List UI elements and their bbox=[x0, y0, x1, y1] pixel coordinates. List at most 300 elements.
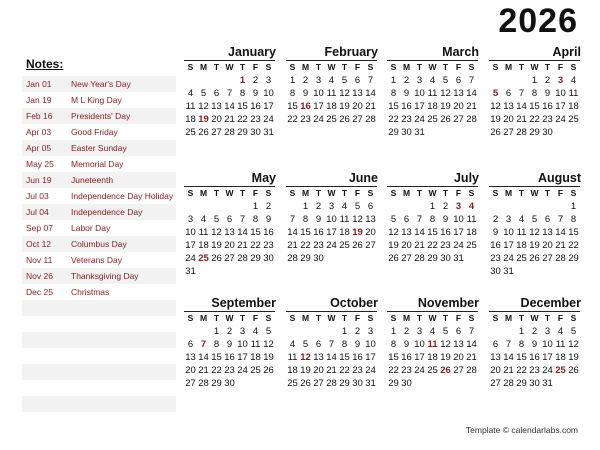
day: 6 bbox=[213, 88, 220, 99]
day: 14 bbox=[414, 227, 425, 238]
day: 21 bbox=[198, 365, 209, 376]
day: 26 bbox=[198, 127, 209, 138]
day: 7 bbox=[557, 214, 564, 225]
day: 21 bbox=[503, 365, 514, 376]
weekday-header: W bbox=[528, 60, 541, 74]
month-july bbox=[387, 170, 479, 265]
day: 9 bbox=[302, 88, 309, 99]
day: 28 bbox=[414, 253, 425, 264]
day: 14 bbox=[466, 88, 477, 99]
day: 12 bbox=[352, 214, 363, 225]
weekday-header: S bbox=[262, 186, 275, 200]
day: 11 bbox=[339, 214, 350, 225]
day: 2 bbox=[252, 75, 259, 86]
day: 2 bbox=[315, 201, 322, 212]
day: 3 bbox=[187, 214, 194, 225]
month-name: March bbox=[442, 45, 479, 59]
day: 14 bbox=[503, 352, 514, 363]
holiday-row bbox=[22, 92, 176, 108]
day: 10 bbox=[326, 214, 337, 225]
holiday-day: 25 bbox=[555, 365, 566, 376]
day: 27 bbox=[542, 253, 553, 264]
day: 13 bbox=[185, 352, 196, 363]
day: 17 bbox=[263, 101, 274, 112]
holiday-name: Good Friday bbox=[71, 127, 118, 137]
month-name: June bbox=[348, 171, 378, 185]
day: 1 bbox=[570, 201, 577, 212]
day: 9 bbox=[403, 339, 410, 350]
empty-day bbox=[210, 200, 223, 213]
day: 22 bbox=[516, 365, 527, 376]
holiday-date: Dec 25 bbox=[26, 287, 53, 297]
day: 20 bbox=[453, 352, 464, 363]
day: 5 bbox=[341, 75, 348, 86]
month-days-grid bbox=[184, 186, 276, 278]
day: 17 bbox=[185, 240, 196, 251]
holiday-day: 7 bbox=[200, 339, 207, 350]
holiday-name: Thanksgiving Day bbox=[71, 271, 139, 281]
day: 24 bbox=[414, 365, 425, 376]
day: 18 bbox=[198, 240, 209, 251]
day: 1 bbox=[341, 326, 348, 337]
day: 6 bbox=[226, 214, 233, 225]
holiday-day: 1 bbox=[239, 75, 246, 86]
day: 21 bbox=[466, 352, 477, 363]
weekday-header: S bbox=[465, 186, 478, 200]
empty-day bbox=[489, 200, 502, 213]
holiday-row bbox=[22, 204, 176, 220]
month-name: December bbox=[520, 296, 581, 310]
day: 11 bbox=[516, 227, 527, 238]
day: 1 bbox=[390, 326, 397, 337]
day: 9 bbox=[265, 214, 272, 225]
day: 21 bbox=[365, 101, 376, 112]
day: 18 bbox=[427, 352, 438, 363]
holiday-row bbox=[22, 76, 176, 92]
template-credit[interactable]: Template © calendarlabs.com bbox=[465, 425, 578, 435]
day: 10 bbox=[185, 227, 196, 238]
day: 19 bbox=[339, 101, 350, 112]
day: 2 bbox=[354, 326, 361, 337]
day: 6 bbox=[315, 339, 322, 350]
day: 13 bbox=[490, 352, 501, 363]
weekday-header: S bbox=[286, 186, 299, 200]
day: 22 bbox=[388, 114, 399, 125]
day: 8 bbox=[302, 214, 309, 225]
day: 7 bbox=[226, 88, 233, 99]
day: 29 bbox=[250, 253, 261, 264]
day: 23 bbox=[542, 114, 553, 125]
day: 20 bbox=[352, 101, 363, 112]
holiday-row bbox=[22, 124, 176, 140]
weekday-header: S bbox=[489, 60, 502, 74]
day: 17 bbox=[542, 352, 553, 363]
day: 1 bbox=[302, 201, 309, 212]
day: 3 bbox=[416, 326, 423, 337]
day: 7 bbox=[468, 326, 475, 337]
day: 1 bbox=[252, 201, 259, 212]
holiday-name: M L King Day bbox=[71, 95, 122, 105]
day: 28 bbox=[555, 253, 566, 264]
day: 27 bbox=[365, 240, 376, 251]
day: 24 bbox=[326, 240, 337, 251]
day: 27 bbox=[453, 114, 464, 125]
holiday-row bbox=[22, 140, 176, 156]
day: 22 bbox=[250, 240, 261, 251]
holiday-date bbox=[22, 364, 71, 380]
day: 30 bbox=[401, 127, 412, 138]
day: 8 bbox=[531, 88, 538, 99]
day: 3 bbox=[367, 326, 374, 337]
day: 28 bbox=[224, 127, 235, 138]
day: 17 bbox=[503, 240, 514, 251]
month-february bbox=[286, 44, 378, 126]
day: 18 bbox=[466, 227, 477, 238]
empty-day bbox=[312, 325, 325, 338]
day: 4 bbox=[429, 75, 436, 86]
holiday-day: 19 bbox=[198, 114, 209, 125]
day: 13 bbox=[503, 101, 514, 112]
weekday-header: S bbox=[364, 186, 377, 200]
weekday-header: T bbox=[236, 311, 249, 325]
day: 24 bbox=[414, 114, 425, 125]
weekday-header: S bbox=[184, 311, 197, 325]
day: 25 bbox=[339, 240, 350, 251]
weekday-header: M bbox=[299, 186, 312, 200]
day: 3 bbox=[315, 75, 322, 86]
day: 1 bbox=[390, 75, 397, 86]
month-name: July bbox=[453, 171, 479, 185]
day: 14 bbox=[224, 101, 235, 112]
day: 29 bbox=[388, 378, 399, 389]
day: 30 bbox=[490, 266, 501, 277]
holiday-day: 12 bbox=[300, 352, 311, 363]
day: 16 bbox=[263, 227, 274, 238]
weekday-header: S bbox=[567, 186, 580, 200]
day: 31 bbox=[542, 378, 553, 389]
day: 11 bbox=[287, 352, 298, 363]
holiday-date bbox=[22, 332, 71, 348]
day: 18 bbox=[326, 101, 337, 112]
weekday-header: S bbox=[567, 60, 580, 74]
day: 27 bbox=[224, 253, 235, 264]
holiday-date: Jun 19 bbox=[26, 175, 52, 185]
weekday-header: F bbox=[351, 60, 364, 74]
holiday-name: Christmas bbox=[71, 287, 110, 297]
day: 6 bbox=[367, 201, 374, 212]
weekday-header: M bbox=[299, 311, 312, 325]
holiday-date: Apr 03 bbox=[26, 127, 52, 137]
day: 13 bbox=[211, 101, 222, 112]
day: 30 bbox=[250, 127, 261, 138]
day: 24 bbox=[503, 253, 514, 264]
holiday-name: Independence Day bbox=[71, 207, 143, 217]
holiday-date: Jan 19 bbox=[26, 95, 52, 105]
day: 4 bbox=[200, 214, 207, 225]
holiday-date: May 25 bbox=[26, 159, 54, 169]
weekday-header: T bbox=[413, 186, 426, 200]
day: 13 bbox=[453, 339, 464, 350]
month-name: September bbox=[211, 296, 276, 310]
empty-day bbox=[210, 74, 223, 87]
day: 21 bbox=[516, 114, 527, 125]
holiday-name bbox=[71, 380, 176, 396]
day: 25 bbox=[287, 378, 298, 389]
weekday-header: T bbox=[515, 60, 528, 74]
weekday-header: F bbox=[249, 186, 262, 200]
day: 11 bbox=[250, 339, 261, 350]
weekday-header: S bbox=[286, 60, 299, 74]
day: 9 bbox=[315, 214, 322, 225]
day: 31 bbox=[185, 266, 196, 277]
day: 18 bbox=[427, 101, 438, 112]
day: 28 bbox=[466, 114, 477, 125]
weekday-header: S bbox=[387, 60, 400, 74]
holiday-name: Memorial Day bbox=[71, 159, 124, 169]
holiday-day: 3 bbox=[557, 75, 564, 86]
day: 15 bbox=[388, 101, 399, 112]
weekday-header: S bbox=[489, 186, 502, 200]
weekday-header: F bbox=[554, 186, 567, 200]
day: 26 bbox=[211, 253, 222, 264]
weekday-header: S bbox=[262, 311, 275, 325]
holiday-name: Presidents' Day bbox=[71, 111, 131, 121]
weekday-header: S bbox=[489, 311, 502, 325]
month-march bbox=[387, 44, 479, 139]
day: 28 bbox=[326, 378, 337, 389]
weekday-header: T bbox=[236, 60, 249, 74]
day: 27 bbox=[313, 378, 324, 389]
day: 28 bbox=[237, 253, 248, 264]
holiday-name bbox=[71, 300, 176, 316]
day: 16 bbox=[440, 227, 451, 238]
month-name: October bbox=[330, 296, 378, 310]
day: 23 bbox=[440, 240, 451, 251]
month-days-grid bbox=[286, 311, 378, 390]
holiday-day: 5 bbox=[492, 88, 499, 99]
weekday-header: T bbox=[338, 186, 351, 200]
month-september bbox=[184, 295, 276, 390]
day: 9 bbox=[354, 339, 361, 350]
day: 13 bbox=[352, 88, 363, 99]
empty-day bbox=[502, 325, 515, 338]
day: 2 bbox=[544, 75, 551, 86]
weekday-header: T bbox=[338, 311, 351, 325]
day: 19 bbox=[529, 240, 540, 251]
day: 22 bbox=[388, 365, 399, 376]
day: 4 bbox=[289, 339, 296, 350]
empty-day bbox=[223, 200, 236, 213]
holiday-name: New Year's Day bbox=[71, 79, 131, 89]
weekday-header: F bbox=[554, 311, 567, 325]
holiday-date: Apr 05 bbox=[26, 143, 52, 153]
day: 30 bbox=[440, 253, 451, 264]
holiday-row bbox=[22, 156, 176, 172]
day: 13 bbox=[453, 88, 464, 99]
day: 18 bbox=[555, 352, 566, 363]
weekday-header: W bbox=[325, 311, 338, 325]
weekday-header: T bbox=[413, 311, 426, 325]
day: 19 bbox=[263, 352, 274, 363]
day: 6 bbox=[455, 75, 462, 86]
day: 21 bbox=[287, 240, 298, 251]
holiday-row bbox=[22, 284, 176, 300]
day: 24 bbox=[555, 114, 566, 125]
empty-day bbox=[413, 200, 426, 213]
day: 26 bbox=[388, 253, 399, 264]
empty-day bbox=[236, 200, 249, 213]
day: 30 bbox=[401, 378, 412, 389]
weekday-header: M bbox=[400, 311, 413, 325]
holiday-date bbox=[22, 300, 71, 316]
weekday-header: S bbox=[387, 186, 400, 200]
holiday-date: Oct 12 bbox=[26, 239, 52, 249]
day: 15 bbox=[388, 352, 399, 363]
empty-day bbox=[184, 325, 197, 338]
day: 11 bbox=[185, 101, 196, 112]
day: 9 bbox=[403, 88, 410, 99]
day: 31 bbox=[365, 378, 376, 389]
holiday-list bbox=[22, 76, 176, 412]
notes-title: Notes: bbox=[26, 57, 64, 71]
day: 27 bbox=[453, 365, 464, 376]
day: 31 bbox=[414, 127, 425, 138]
day: 30 bbox=[529, 378, 540, 389]
weekday-header: S bbox=[465, 311, 478, 325]
day: 2 bbox=[492, 214, 499, 225]
weekday-header: S bbox=[364, 311, 377, 325]
month-june bbox=[286, 170, 378, 265]
day: 26 bbox=[568, 365, 579, 376]
weekday-header: S bbox=[364, 60, 377, 74]
day: 28 bbox=[516, 127, 527, 138]
holiday-day: 3 bbox=[455, 201, 462, 212]
day: 19 bbox=[300, 365, 311, 376]
day: 7 bbox=[505, 339, 512, 350]
day: 27 bbox=[401, 253, 412, 264]
weekday-header: M bbox=[299, 60, 312, 74]
day: 13 bbox=[401, 227, 412, 238]
day: 7 bbox=[289, 214, 296, 225]
day: 26 bbox=[352, 240, 363, 251]
day: 26 bbox=[339, 114, 350, 125]
day: 13 bbox=[224, 227, 235, 238]
day: 17 bbox=[414, 101, 425, 112]
day: 15 bbox=[287, 101, 298, 112]
day: 22 bbox=[300, 240, 311, 251]
holiday-name: Juneteenth bbox=[71, 175, 114, 185]
holiday-row bbox=[22, 396, 176, 412]
day: 28 bbox=[466, 365, 477, 376]
weekday-header: S bbox=[286, 311, 299, 325]
month-days-grid bbox=[387, 60, 479, 139]
day: 15 bbox=[427, 227, 438, 238]
day: 17 bbox=[555, 101, 566, 112]
month-november bbox=[387, 295, 479, 390]
day: 15 bbox=[211, 352, 222, 363]
day: 23 bbox=[401, 365, 412, 376]
day: 16 bbox=[401, 101, 412, 112]
day: 6 bbox=[544, 214, 551, 225]
empty-day bbox=[184, 200, 197, 213]
day: 25 bbox=[326, 114, 337, 125]
holiday-date: Jul 04 bbox=[26, 207, 49, 217]
day: 13 bbox=[313, 352, 324, 363]
holiday-date: Nov 11 bbox=[26, 255, 53, 265]
empty-day bbox=[286, 325, 299, 338]
day: 8 bbox=[518, 339, 525, 350]
day: 4 bbox=[341, 201, 348, 212]
day: 26 bbox=[490, 127, 501, 138]
empty-day bbox=[197, 200, 210, 213]
month-december bbox=[489, 295, 581, 390]
holiday-name bbox=[71, 316, 176, 332]
holiday-day: 25 bbox=[198, 253, 209, 264]
day: 23 bbox=[401, 114, 412, 125]
day: 20 bbox=[490, 365, 501, 376]
day: 19 bbox=[440, 352, 451, 363]
weekday-header: M bbox=[197, 186, 210, 200]
weekday-header: M bbox=[197, 311, 210, 325]
weekday-header: M bbox=[502, 186, 515, 200]
day: 20 bbox=[313, 365, 324, 376]
holiday-date bbox=[22, 348, 71, 364]
day: 25 bbox=[185, 127, 196, 138]
day: 25 bbox=[427, 114, 438, 125]
day: 29 bbox=[516, 378, 527, 389]
month-name: February bbox=[324, 45, 378, 59]
day: 22 bbox=[529, 114, 540, 125]
day: 14 bbox=[287, 227, 298, 238]
day: 24 bbox=[237, 365, 248, 376]
holiday-row bbox=[22, 380, 176, 396]
day: 2 bbox=[442, 201, 449, 212]
holiday-row bbox=[22, 316, 176, 332]
day: 12 bbox=[263, 339, 274, 350]
holiday-name bbox=[71, 396, 176, 412]
day: 21 bbox=[466, 101, 477, 112]
empty-day bbox=[515, 200, 528, 213]
weekday-header: M bbox=[400, 60, 413, 74]
day: 2 bbox=[265, 201, 272, 212]
day: 18 bbox=[339, 227, 350, 238]
day: 30 bbox=[263, 253, 274, 264]
weekday-header: F bbox=[351, 311, 364, 325]
holiday-name bbox=[71, 348, 176, 364]
empty-day bbox=[325, 325, 338, 338]
empty-day bbox=[489, 325, 502, 338]
day: 13 bbox=[365, 214, 376, 225]
day: 23 bbox=[224, 365, 235, 376]
day: 1 bbox=[213, 326, 220, 337]
day: 10 bbox=[414, 339, 425, 350]
day: 18 bbox=[250, 352, 261, 363]
day: 18 bbox=[287, 365, 298, 376]
day: 24 bbox=[542, 365, 553, 376]
holiday-row bbox=[22, 252, 176, 268]
day: 5 bbox=[442, 75, 449, 86]
day: 23 bbox=[352, 365, 363, 376]
empty-day bbox=[286, 200, 299, 213]
weekday-header: T bbox=[439, 186, 452, 200]
holiday-date: Nov 26 bbox=[26, 271, 53, 281]
day: 12 bbox=[440, 88, 451, 99]
day: 11 bbox=[326, 88, 337, 99]
day: 12 bbox=[529, 227, 540, 238]
day: 4 bbox=[570, 75, 577, 86]
day: 11 bbox=[555, 339, 566, 350]
day: 15 bbox=[250, 227, 261, 238]
